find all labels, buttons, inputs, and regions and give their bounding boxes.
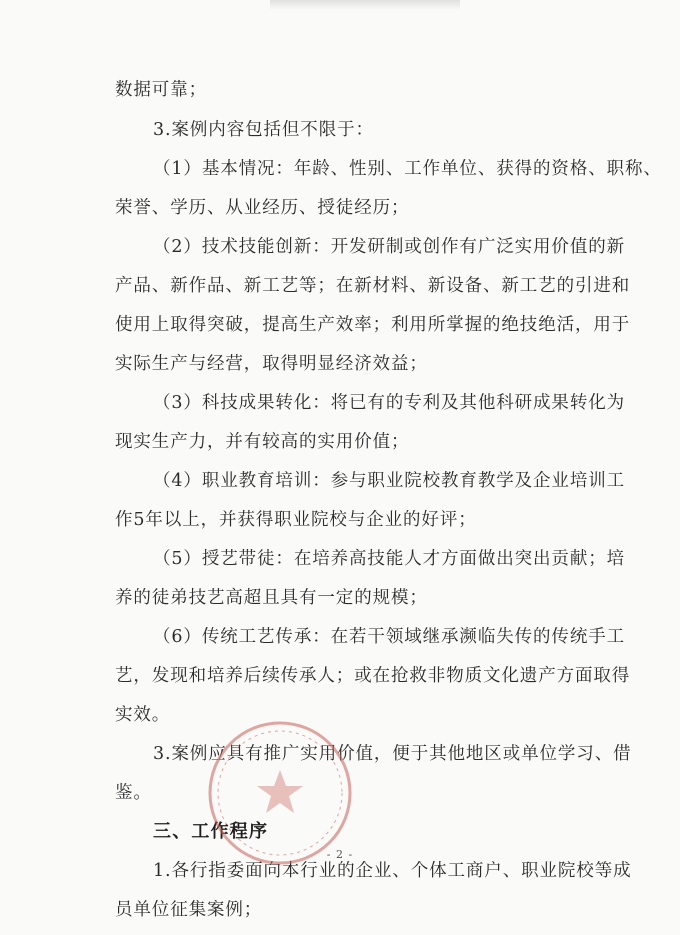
scan-smudge: [270, 0, 460, 10]
paragraph-line: 艺，发现和培养后续传承人；或在抢救非物质文化遗产方面取得: [115, 666, 631, 686]
paragraph-line: 3.案例内容包括但不限于：: [153, 120, 374, 140]
paragraph-line: （3）科技成果转化：将已有的专利及其他科研成果转化为: [153, 393, 626, 413]
paragraph-line: （1）基本情况：年龄、性别、工作单位、获得的资格、职称、: [153, 159, 662, 179]
paragraph-line: 现实生产力，并有较高的实用价值；: [115, 432, 410, 452]
paragraph-line: 实效。: [115, 705, 171, 725]
paragraph-line: 鉴。: [115, 783, 152, 803]
paragraph-line: 使用上取得突破，提高生产效率；利用所掌握的绝技绝活，用于: [115, 315, 631, 335]
page-number: - 2 -: [326, 848, 354, 861]
paragraph-line: 3.案例应具有推广实用价值，便于其他地区或单位学习、借: [153, 744, 632, 764]
paragraph-line: 养的徒弟技艺高超且具有一定的规模；: [115, 588, 428, 608]
paragraph-line: 1.各行指委面向本行业的企业、个体工商户、职业院校等成: [153, 861, 632, 881]
paragraph-line: （5）授艺带徒：在培养高技能人才方面做出突出贡献；培: [153, 549, 626, 569]
paragraph-line: 员单位征集案例；: [115, 900, 263, 920]
paragraph-line: 产品、新作品、新工艺等；在新材料、新设备、新工艺的引进和: [115, 276, 631, 296]
section-heading: 三、工作程序: [153, 821, 269, 842]
paragraph-line: 作5年以上，并获得职业院校与企业的好评；: [115, 510, 477, 530]
paragraph-line: 实际生产与经营，取得明显经济效益；: [115, 354, 428, 374]
paragraph-line: （4）职业教育培训：参与职业院校教育教学及企业培训工: [153, 471, 626, 491]
paragraph-line: （2）技术技能创新：开发研制或创作有广泛实用价值的新: [153, 237, 626, 257]
paragraph-line: （6）传统工艺传承：在若干领域继承濒临失传的传统手工: [153, 627, 626, 647]
official-seal-stamp: [205, 718, 355, 868]
paragraph-line: 荣誉、学历、从业经历、授徒经历；: [115, 198, 410, 218]
paragraph-line: 数据可靠；: [115, 80, 207, 100]
